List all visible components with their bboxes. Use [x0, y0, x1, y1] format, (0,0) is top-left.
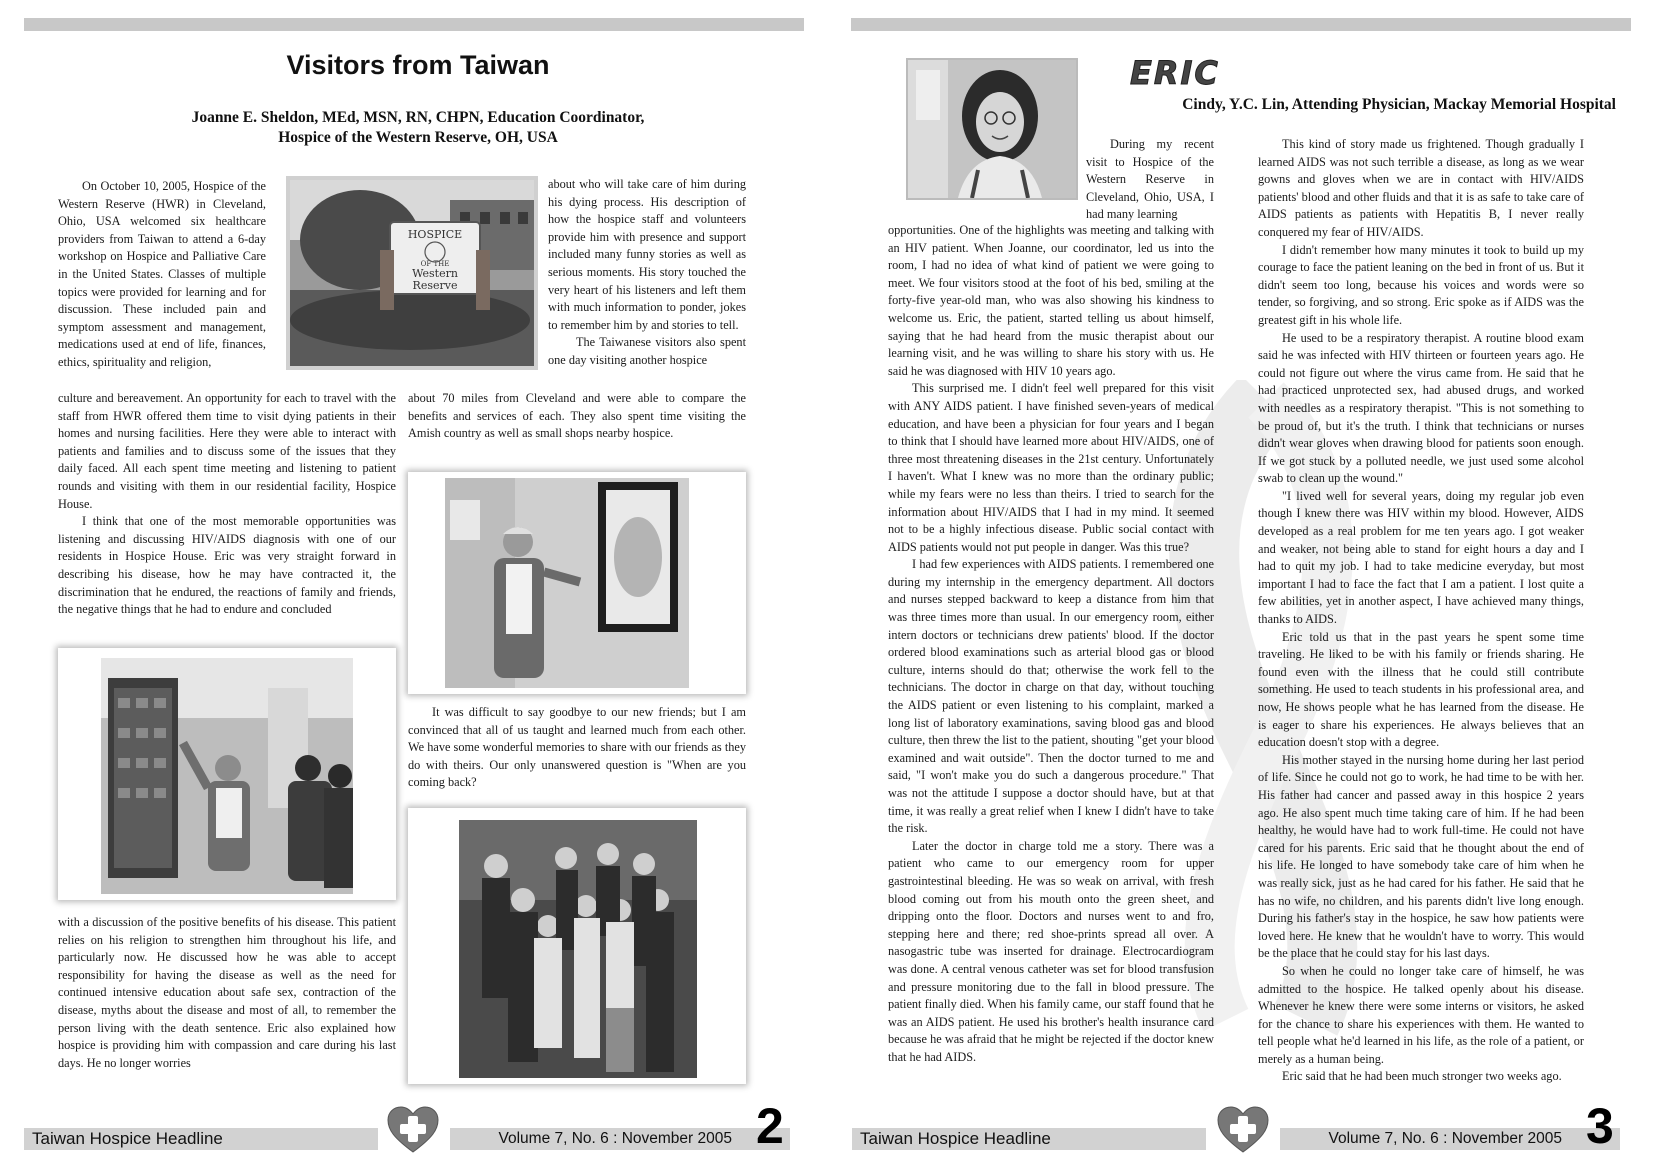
painting-image: [408, 472, 746, 694]
group-image: [408, 808, 746, 1084]
sign-word-4: Reserve: [412, 279, 458, 292]
paragraph: So when he could no longer take care of himself, he was admitted to the hospice. He talked openly about his disease. Whenever he knew there were some interns or visitors, he asked for the chance to share his experiences with them. He wanted to tell people what he'd learned in his life, as the role of a patient, or merely as a human being.: [1258, 963, 1584, 1066]
closing-block: [408, 704, 746, 792]
footer-volume: Volume 7, No. 6 : November 2005: [1280, 1128, 1620, 1150]
page-3: [836, 0, 1636, 1170]
hallway-image: [58, 648, 396, 900]
col1-intro-block: [1086, 136, 1214, 224]
col2-body-block: [408, 390, 746, 443]
sign-word-3: Western: [412, 267, 458, 280]
page-2: [18, 0, 818, 1170]
paragraph: about who will take care of him during his dying process. His description of how the hospice staff and volunteers provide him with presence and support included many funny stories as well as serious moments. His story touched the very heart of his listeners and left them with much information to ponder, jokes to remember him by and stories to tell.: [548, 177, 746, 332]
heart-cross-icon: [1216, 1106, 1270, 1154]
paragraph: I think that one of the most memorable opportunities was listening and discussing HIV/AIDS diagnosis with one of our residents in Hospice House. Eric was very straight forward in describing his disease, how he may have contracted it, the discrimination that he endured, the reactions of family and friends, the negative things that he had to endure and concluded: [58, 514, 396, 617]
paragraph: During my recent visit to Hospice of the Western Reserve in Cleveland, Ohio, USA, I had many learning: [1086, 137, 1214, 222]
article-title: ERIC: [1130, 54, 1220, 92]
paragraph: This surprised me. I didn't feel well prepared for this visit with ANY AIDS patient. I have finished seven-years of medical education, and have been a physician for four years and I began to think that I should have learned more about HIV/AIDS, one of three most threatening diseases in the 21st century. Unfortunately I haven't. What I knew was no more than the ordinary public; while my fears were no less than theirs. I tried to search for the information about HIV/AIDS that I had in my mind. It seemed not to be a highly infectious disease. Public social contact with AIDS patients would not put people in danger. Was this true?: [888, 381, 1214, 554]
hospice-sign-photo: [286, 176, 538, 370]
paragraph: about 70 miles from Cleveland and were able to compare the benefits and services of each. They also spent time visiting the Amish country as well as small shops nearby hospice.: [408, 391, 746, 441]
col2-body-block: [1258, 136, 1584, 1086]
paragraph: I had few experiences with AIDS patients. I remembered one during my internship in the emergency department. All doctors and nurses stepped backward to keep a distance from him that was three times more than usual. In our emergency room, either intern doctors or technicians drew patients' blood. If the doctor ordered blood examinations such as arterial blood gas or blood culture, interns should do that; otherwise the work fell to the technicians. The doctor in charge on that day, without touching the AIDS patient or even listening to his complaint, marked a long list of laboratory examinations, saving blood gas and blood culture, then threw the list to the patient, shouting "get your blood examined and wait outside". Then the doctor turned to me and said, "I won't make you do such a dangerous procedure." That was not the attitude I suppose a doctor should have, but at that time, it was really a great relief when I knew I didn't have to take the risk.: [888, 557, 1214, 836]
col1-intro-block: [58, 178, 266, 372]
footer-publication: Taiwan Hospice Headline: [24, 1128, 378, 1150]
paragraph: The Taiwanese visitors also spent one day visiting another hospice: [548, 335, 746, 367]
paragraph: Eric told us that in the past years he spent some time traveling. He liked to be with his family or friends sharing. He found even with the illness that he could still contribute something. He used to teach students in his professional area, and now, He shows people what he has learned from the disease. He is eager to share his experiences. He always believes that an education doesn't stop with a degree.: [1258, 629, 1584, 750]
paragraph: This kind of story made us frightened. Though gradually I learned AIDS was not such terrible a disease, as long as we wear gowns and gloves when we are in contact with HIV/AIDS patients' blood and other fluids and that it is as safe to take care of AIDS patients as patients with Hepatitis B, I never really conquered my fear of HIV/AIDS.: [1258, 137, 1584, 239]
paragraph: Eric said that he had been much stronger two weeks ago.: [1282, 1069, 1562, 1084]
heart-cross-icon: [386, 1106, 440, 1154]
author-portrait: [906, 58, 1078, 200]
col1-body-block: [58, 390, 396, 619]
hospice-sign-image: [290, 180, 534, 366]
footer-publication: Taiwan Hospice Headline: [852, 1128, 1206, 1150]
col1-body-block: [888, 222, 1214, 1067]
hallway-photo: [58, 648, 396, 900]
sign-word-2: OF THE: [420, 260, 450, 268]
col2-top-block: [548, 176, 746, 370]
paragraph: On October 10, 2005, Hospice of the Western Reserve (HWR) in Cleveland, Ohio, USA welcomed six healthcare providers from Taiwan to attend a 6-day workshop on Hospice and Palliative Care in the United States. Classes of multiple topics were provided for learning and for discussion. These included pain and symptom assessment and management, medications used at end of life, finances, ethics, spirituality and religion,: [58, 179, 266, 369]
article-byline: Joanne E. Sheldon, MEd, MSN, RN, CHPN, Education Coordinator, Hospice of the Western Reserve, OH, USA: [191, 109, 645, 146]
paragraph: It was difficult to say goodbye to our new friends; but I am convinced that all of us taught and learned much from each other. We have some wonderful memories to share with our friends as they do with theirs. Our only unanswered question is "When are you coming back?: [408, 705, 746, 790]
author-portrait-image: [908, 60, 1076, 198]
article-title: Visitors from Taiwan: [286, 50, 550, 80]
group-photo: [408, 808, 746, 1084]
footer-volume: Volume 7, No. 6 : November 2005: [450, 1128, 790, 1150]
paragraph: with a discussion of the positive benefits of his disease. This patient relies on his religion to strengthen him throughout his life, and particularly now. He discussed how he was able to accept responsibility for having the disease as well as the need for continued intensive education about safe sex, contraction of the disease, myths about the disease and most of all, to remember the person living with the death sentence. Eric also explained how hospice is providing him with compassion and care during his last days. He no longer worries: [58, 915, 396, 1070]
col1-bottom-block: [58, 914, 396, 1072]
paragraph: He used to be a respiratory therapist. A routine blood exam said he was infected with HIV thirteen or fourteen years ago. He could not figure out where the virus came from. He said that he had practiced unprotected sex, had abused drugs, and worked with needles as a respiratory therapist. "This is not something to be proud of, but it's the truth. I think that technicians or nurses didn't wear gloves when drawing blood for patients soon enough. If we got stuck by a polluted needle, we just used some alcohol swab to clean up the wound.": [1258, 330, 1584, 486]
paragraph: His mother stayed in the nursing home during her last period of life. Since he could not go to work, he had time to be with her. His father had cancer and passed away in this hospice 2 years ago. He also spent much time taking care of him. If he had been healthy, he would have had to work full-time. He could not have cared for his parents. Eric said that he thought about the end of his life. He longed to have somebody take care of him when he was really sick, just as he had cared for his father. He said that he has no wife, no children, and his parents didn't live long enough. During his father's stay in the hospice, he saw how patients were loved here. He knew that he wouldn't have to worry. This would be the place that he could stay for his last days.: [1258, 752, 1584, 961]
sign-word-1: HOSPICE: [407, 228, 463, 241]
article-byline: Cindy, Y.C. Lin, Attending Physician, Mackay Memorial Hospital: [1182, 96, 1616, 113]
paragraph: Later the doctor in charge told me a story. There was a patient who came to our emergency room for upper gastrointestinal bleeding. He was so weak on arrival, with fresh blood coming out from his mouth onto the green sheet, and dripping onto the floor. Doctors and nurses went to and fro, stepping here and there; red shoe-prints spread all over. A nasogastric tube was inserted for drainage. Electrocardiogram was done. A central venous catheter was set for blood transfusion and pressure monitoring due to the fall in blood pressure. The patient finally died. When his family came, our staff found that he was an AIDS patient. He used his brother's health insurance card because he was afraid that he might be rejected if the doctor knew that he had AIDS.: [888, 838, 1214, 1064]
page-number: 2: [756, 1098, 784, 1154]
page-number: 3: [1586, 1098, 1614, 1154]
paragraph: opportunities. One of the highlights was meeting and talking with an HIV patient. When Joanne, our coordinator, led us into the room, I had no idea of what kind of patient we were going to meet. We four visitors stood at the foot of his bed, smiling at the forty-five year-old man, who was also showing his kindness to welcome us. Eric, the patient, started telling us about himself, saying that he had heard from the music therapist about our learning visit, and he was willing to share his story with us. He said he was diagnosed with HIV 10 years ago.: [888, 223, 1214, 378]
paragraph: "I lived well for several years, doing my regular job even though I knew there was HIV within my blood. However, AIDS developed as a real problem for me ten years ago. I got weaker and weaker, not being able to stand for eight hours a day and I had to quit my job. I had to take medicine everyday, but most important I had to face the fact that I am a patient. I lost quite a few abilities, yet in another aspect, I have achieved many things, thanks to AIDS.: [1258, 488, 1584, 627]
paragraph: culture and bereavement. An opportunity for each to travel with the staff from HWR offered them time to visit dying patients in their homes and nursing facilities. Here they were able to interact with patients and families and to discuss some of the issues that they daily faced. All each spent time meeting and listening to patient rounds and visiting with them in our residential facility, Hospice House.: [58, 391, 396, 511]
paragraph: I didn't remember how many minutes it took to build up my courage to face the patient leaning on the bed in front of us. But it didn't seem too long, because his voices and words were so tender, so forgiving, and so strong. Eric spoke as if AIDS was the greatest gift in his whole life.: [1258, 242, 1584, 327]
painting-photo: [408, 472, 746, 694]
